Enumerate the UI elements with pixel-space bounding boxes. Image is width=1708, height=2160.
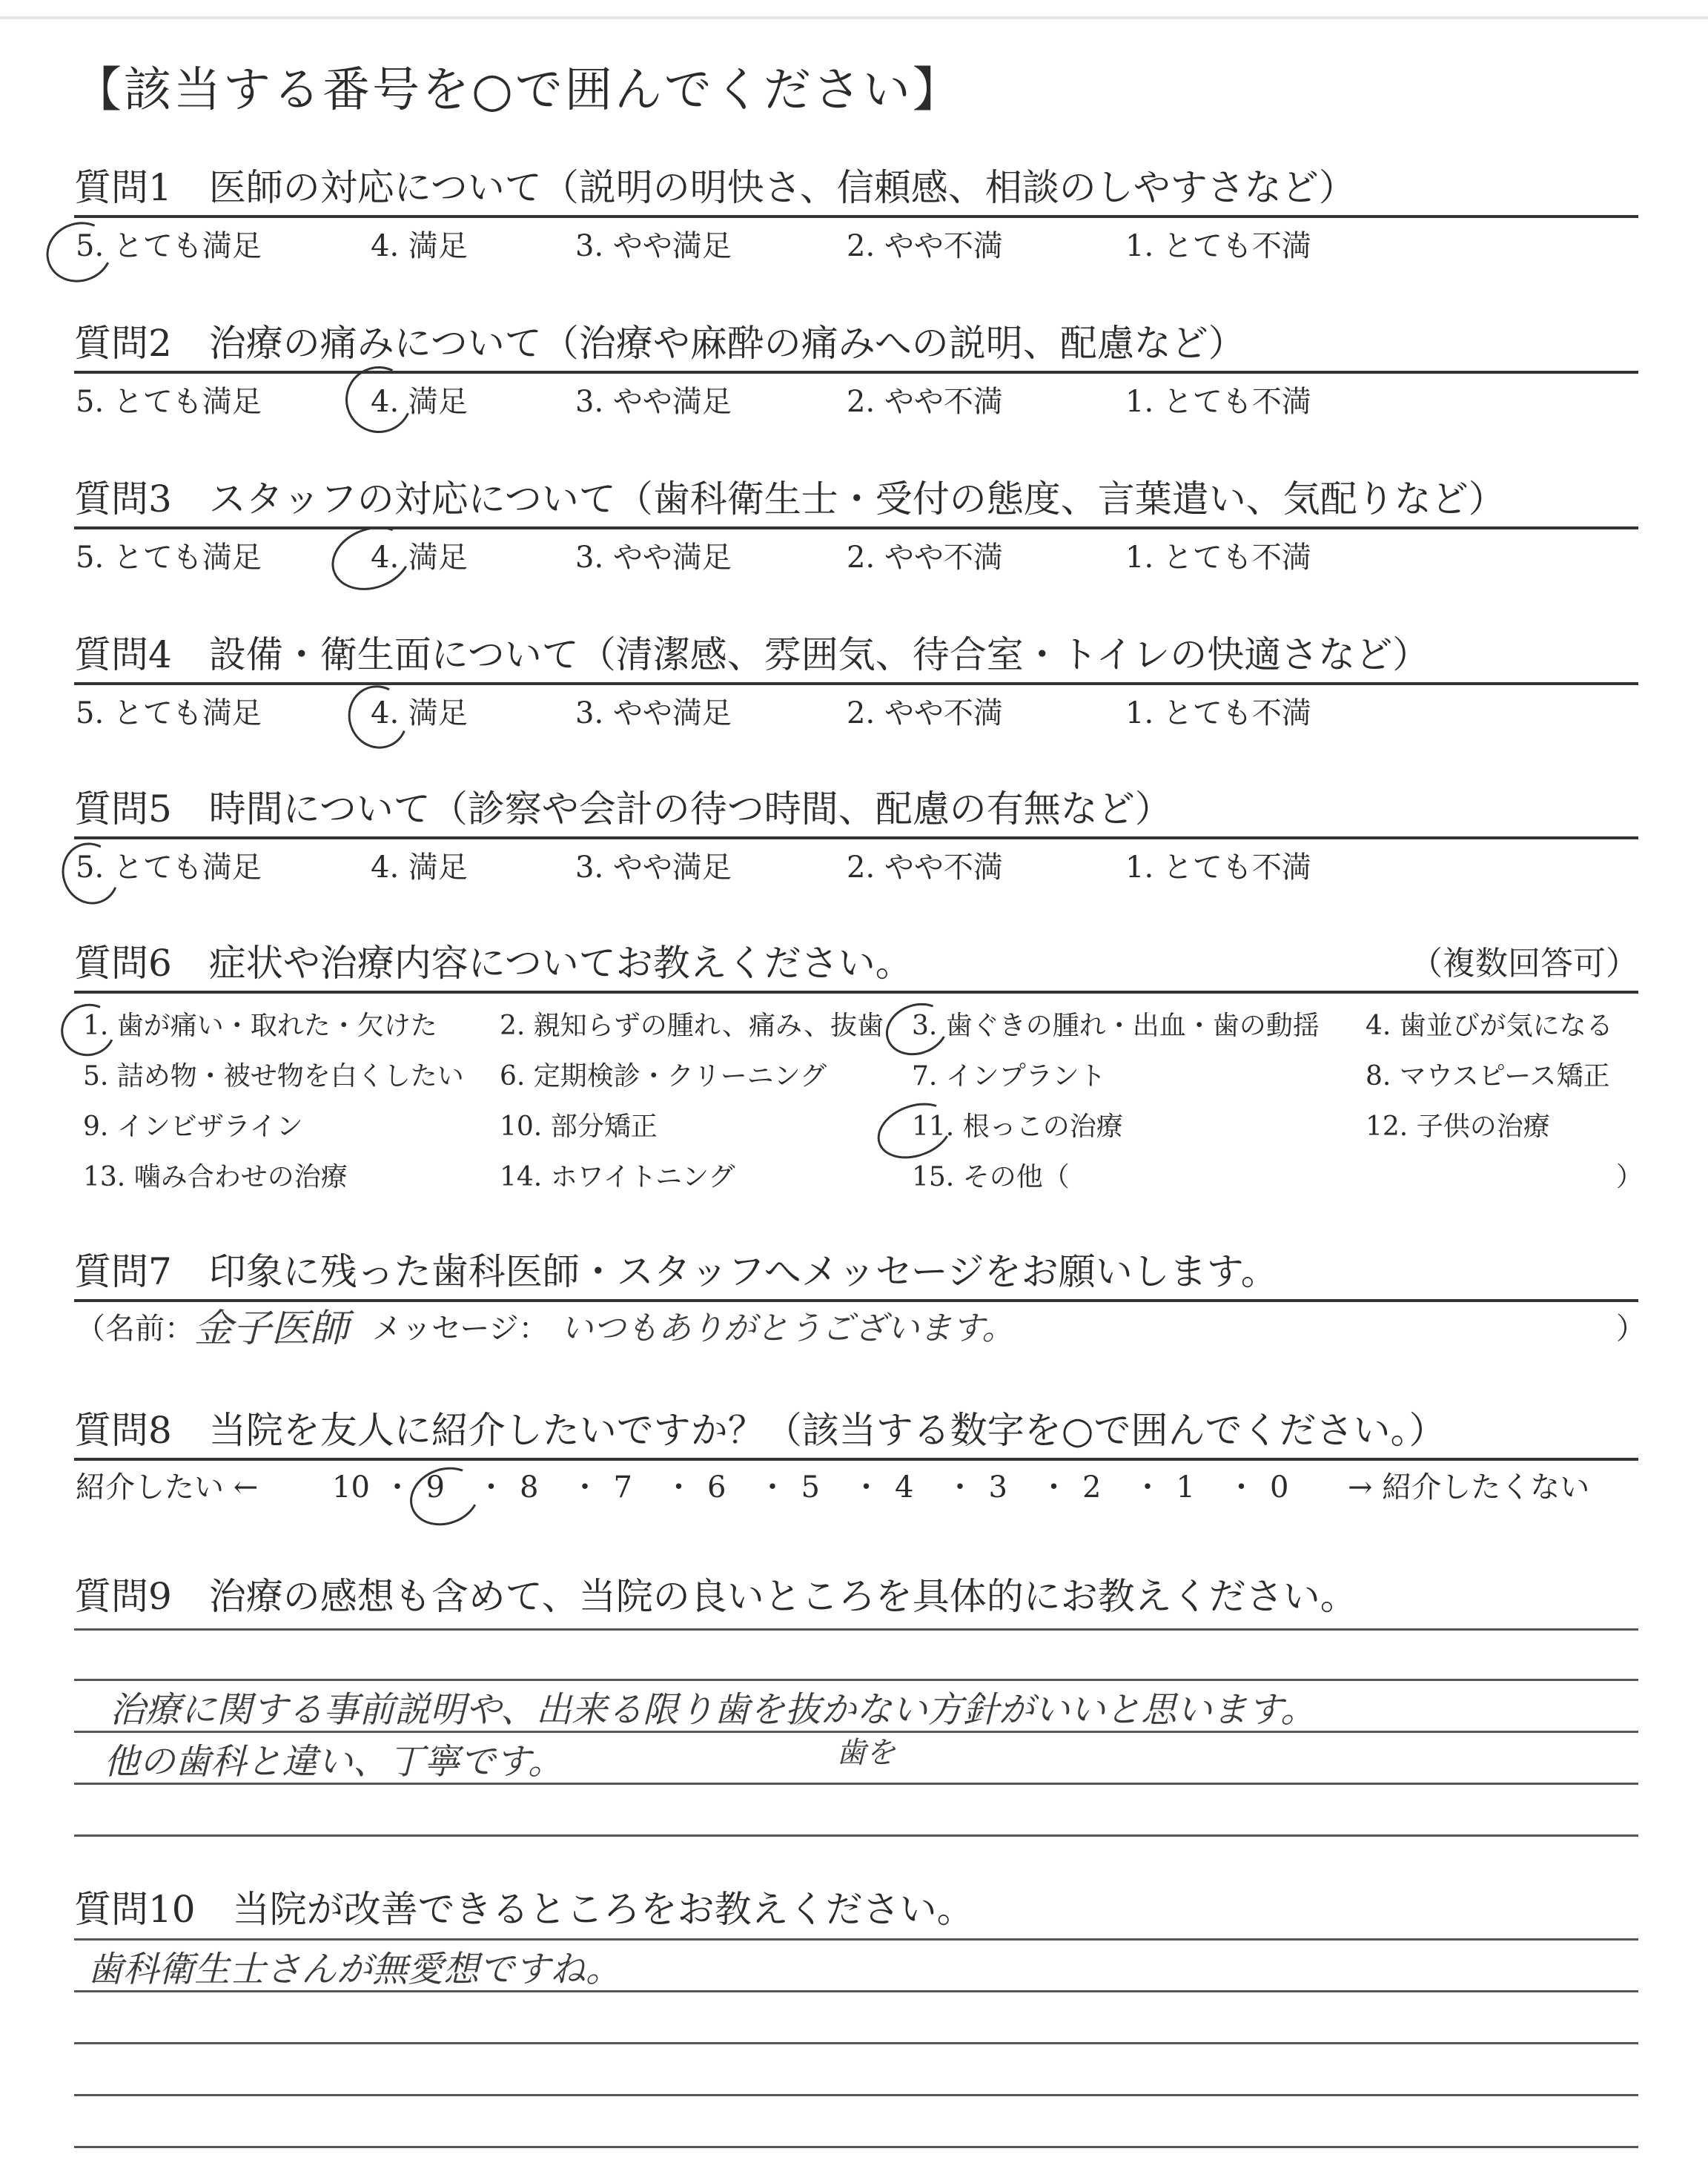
q8-scale-separator: ・ <box>1226 1470 1257 1505</box>
q7-close-paren: ） <box>1616 1312 1646 1346</box>
q6-option-15[interactable]: 15. その他（ <box>912 1162 1070 1192</box>
q5-option-4[interactable]: 4. 満足 <box>371 851 468 885</box>
q8-right-label: → 紹介したくない <box>1348 1470 1590 1505</box>
q9-handwritten-line-2[interactable]: 他の歯科と違い、丁寧です。 <box>104 1741 564 1783</box>
q7-message-label: メッセージ： <box>372 1312 549 1346</box>
q10-line-5 <box>74 2146 1638 2148</box>
q6-option-3[interactable]: 3. 歯ぐきの腫れ・出血・歯の動揺 <box>912 1011 1320 1041</box>
q3-option-4[interactable]: 4. 満足 <box>371 541 468 575</box>
q5-selection-circle <box>53 835 128 913</box>
q7-title: 質問7 印象に残った歯科医師・スタッフへメッセージをお願いします。 <box>74 1250 1278 1293</box>
q8-scale-3[interactable]: 3 <box>988 1470 1007 1505</box>
q2-option-4[interactable]: 4. 満足 <box>371 385 468 419</box>
q5-option-3[interactable]: 3. やや満足 <box>575 851 732 885</box>
q1-option-1[interactable]: 1. とても不満 <box>1125 229 1311 263</box>
q4-option-2[interactable]: 2. やや不満 <box>847 696 1003 730</box>
q8-rule <box>74 1458 1638 1461</box>
q9-title: 質問9 治療の感想も含めて、当院の良いところを具体的にお教えください。 <box>74 1575 1357 1618</box>
q8-scale-separator: ・ <box>1133 1470 1162 1505</box>
q2-selection-circle <box>336 357 421 442</box>
q7-message-handwritten[interactable]: いつもありがとうございます。 <box>560 1309 1015 1347</box>
q6-option-5[interactable]: 5. 詰め物・被せ物を白くしたい <box>83 1061 464 1091</box>
q6-selection-circle-3 <box>878 994 956 1063</box>
q10-title: 質問10 当院が改善できるところをお教えください。 <box>74 1888 974 1931</box>
q2-option-2[interactable]: 2. やや不満 <box>847 385 1003 419</box>
q8-scale-10[interactable]: 10 <box>332 1470 370 1505</box>
q2-option-1[interactable]: 1. とても不満 <box>1125 385 1311 419</box>
q6-title: 質問6 症状や治療内容についてお教えください。 <box>74 942 913 985</box>
q6-other-close-paren: ） <box>1616 1162 1644 1192</box>
q10-line-3 <box>74 2042 1638 2044</box>
q10-line-4 <box>74 2094 1638 2096</box>
q8-scale-8[interactable]: 8 <box>520 1470 539 1505</box>
q3-option-5[interactable]: 5. とても満足 <box>76 541 262 575</box>
q8-scale-separator: ・ <box>945 1470 975 1505</box>
q7-name-handwritten[interactable]: 金子医師 <box>194 1307 349 1351</box>
q9-line-1 <box>74 1628 1638 1631</box>
q4-option-4[interactable]: 4. 満足 <box>371 696 468 730</box>
q6-option-8[interactable]: 8. マウスピース矯正 <box>1366 1061 1610 1091</box>
q6-rule <box>74 991 1638 994</box>
q3-option-3[interactable]: 3. やや満足 <box>575 541 732 575</box>
q9-line-2 <box>74 1679 1638 1681</box>
q8-scale-1[interactable]: 1 <box>1176 1470 1195 1505</box>
q8-scale-separator: ・ <box>851 1470 881 1505</box>
q4-rule <box>74 682 1638 685</box>
q2-rule <box>74 371 1638 374</box>
q8-scale-4[interactable]: 4 <box>895 1470 914 1505</box>
q6-selection-circle-1 <box>53 996 122 1063</box>
q2-title: 質問2 治療の痛みについて（治療や麻酔の痛みへの説明、配慮など） <box>74 322 1245 365</box>
q8-selection-circle <box>402 1458 488 1535</box>
q9-handwritten-insert: 歯を <box>836 1736 896 1770</box>
q9-line-4 <box>74 1783 1638 1785</box>
q8-title: 質問8 当院を友人に紹介したいですか？（該当する数字を○で囲んでください。） <box>74 1409 1446 1452</box>
q1-option-2[interactable]: 2. やや不満 <box>847 229 1003 263</box>
q7-name-label: （名前： <box>76 1312 194 1346</box>
q8-scale-separator: ・ <box>758 1470 787 1505</box>
q8-scale-7[interactable]: 7 <box>613 1470 632 1505</box>
q1-option-4[interactable]: 4. 満足 <box>371 229 468 263</box>
q5-title: 質問5 時間について（診察や会計の待つ時間、配慮の有無など） <box>74 787 1172 830</box>
q6-option-13[interactable]: 13. 噛み合わせの治療 <box>83 1162 348 1192</box>
q6-option-9[interactable]: 9. インビザライン <box>83 1112 303 1142</box>
q1-option-5[interactable]: 5. とても満足 <box>76 229 262 263</box>
q7-rule <box>74 1299 1638 1302</box>
q4-title: 質問4 設備・衛生面について（清潔感、雰囲気、待合室・トイレの快適さなど） <box>74 633 1430 676</box>
q8-scale-0[interactable]: 0 <box>1270 1470 1289 1505</box>
q6-option-7[interactable]: 7. インプラント <box>912 1061 1106 1091</box>
top-border <box>0 16 1708 19</box>
q2-option-5[interactable]: 5. とても満足 <box>76 385 262 419</box>
q3-option-2[interactable]: 2. やや不満 <box>847 541 1003 575</box>
q6-selection-circle-11 <box>870 1093 960 1168</box>
q4-selection-circle <box>340 677 417 757</box>
q8-scale-separator: ・ <box>570 1470 600 1505</box>
q6-option-6[interactable]: 6. 定期検診・クリーニング <box>500 1061 827 1091</box>
q6-option-2[interactable]: 2. 親知らずの腫れ、痛み、抜歯 <box>500 1011 884 1041</box>
q6-option-14[interactable]: 14. ホワイトニング <box>500 1162 735 1192</box>
q6-option-4[interactable]: 4. 歯並びが気になる <box>1366 1011 1613 1041</box>
q10-handwritten-line-1[interactable]: 歯科衛生士さんが無愛想ですね。 <box>87 1949 622 1990</box>
q3-option-1[interactable]: 1. とても不満 <box>1125 541 1311 575</box>
q1-option-3[interactable]: 3. やや満足 <box>575 229 732 263</box>
q8-scale-separator: ・ <box>663 1470 694 1505</box>
q6-option-10[interactable]: 10. 部分矯正 <box>500 1112 658 1142</box>
q1-rule <box>74 215 1638 218</box>
q8-scale-5[interactable]: 5 <box>801 1470 820 1505</box>
q1-title: 質問1 医師の対応について（説明の明快さ、信頼感、相談のしやすさなど） <box>74 166 1356 209</box>
q8-scale-2[interactable]: 2 <box>1082 1470 1102 1505</box>
q6-option-1[interactable]: 1. 歯が痛い・取れた・欠けた <box>83 1011 437 1041</box>
q8-scale-separator: ・ <box>1039 1470 1069 1505</box>
q5-option-5[interactable]: 5. とても満足 <box>76 851 262 885</box>
q5-option-1[interactable]: 1. とても不満 <box>1125 851 1311 885</box>
q1-selection-circle <box>38 213 121 291</box>
q6-option-11[interactable]: 11. 根っこの治療 <box>912 1112 1123 1142</box>
q2-option-3[interactable]: 3. やや満足 <box>575 385 732 419</box>
q8-scale-9[interactable]: 9 <box>426 1470 445 1505</box>
q8-scale-separator: ・ <box>383 1470 412 1505</box>
q8-scale-6[interactable]: 6 <box>707 1470 726 1505</box>
q5-rule <box>74 836 1638 839</box>
q8-scale-separator: ・ <box>476 1470 506 1505</box>
q4-option-3[interactable]: 3. やや満足 <box>575 696 732 730</box>
q4-option-1[interactable]: 1. とても不満 <box>1125 696 1311 730</box>
q3-title: 質問3 スタッフの対応について（歯科衛生士・受付の態度、言葉遣い、気配りなど） <box>74 478 1506 521</box>
q3-rule <box>74 526 1638 529</box>
q10-line-2 <box>74 1990 1638 1992</box>
q5-option-2[interactable]: 2. やや不満 <box>847 851 1003 885</box>
q4-option-5[interactable]: 5. とても満足 <box>76 696 262 730</box>
q9-line-3 <box>74 1731 1638 1733</box>
q9-line-5 <box>74 1834 1638 1837</box>
instruction-heading: 【該当する番号を○で囲んでください】 <box>74 63 962 118</box>
q6-multiple-note: （複数回答可） <box>1410 945 1638 982</box>
q8-left-label: 紹介したい ← <box>76 1470 259 1505</box>
q6-option-12[interactable]: 12. 子供の治療 <box>1366 1112 1550 1142</box>
q9-handwritten-line-1[interactable]: 治療に関する事前説明や、出来る限り歯を抜かない方針がいいと思います。 <box>110 1689 1317 1731</box>
q10-line-1 <box>74 1938 1638 1941</box>
